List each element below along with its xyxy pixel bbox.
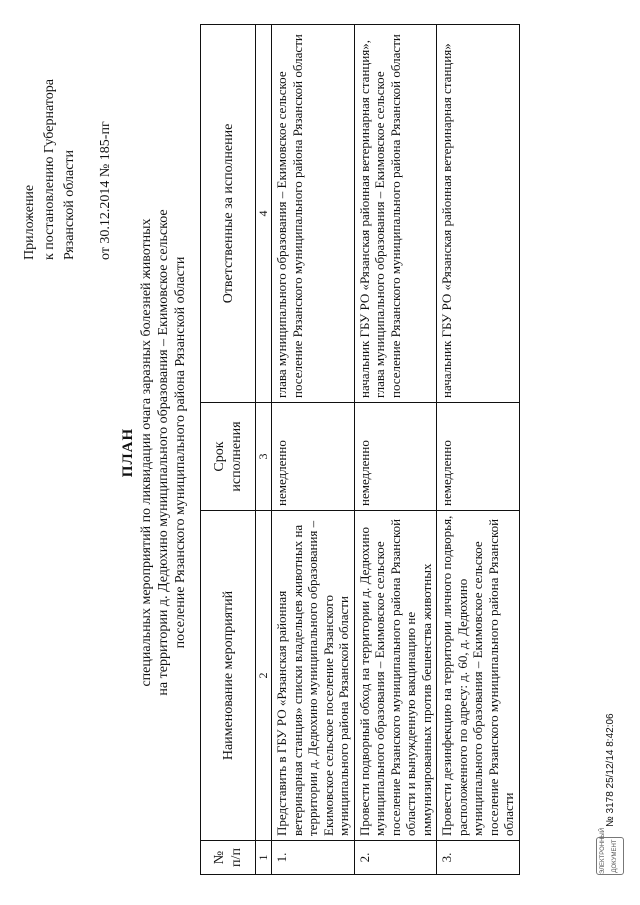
row-deadline: немедленно <box>272 403 355 511</box>
approval-line: Рязанской области <box>62 149 77 260</box>
column-number: 1 <box>256 841 272 875</box>
plan-subtitle-line: поселение Рязанского муниципального района Рязанской области <box>173 256 188 649</box>
table-row <box>354 25 437 875</box>
column-number: 3 <box>256 403 272 511</box>
table-header-row <box>201 25 256 875</box>
measures-table <box>200 24 520 875</box>
column-number: 2 <box>256 511 272 841</box>
title-block <box>118 120 189 785</box>
row-responsible: глава муниципального образования – Екимовское сельское поселение Рязанского муниципального района Рязанской области <box>272 25 355 403</box>
header-responsible: Ответственные за исполнение <box>201 25 256 403</box>
row-number: 3. <box>437 841 520 875</box>
header-action: Наименование мероприятий <box>201 511 256 841</box>
approval-line: к постановлению Губернатора <box>42 79 57 260</box>
registration-stamp <box>596 713 624 875</box>
row-action: Представить в ГБУ РО «Рязанская районная ветеринарная станция» списки владельцев животных на территории д. Дедюхино муниципального образования – Екимовское сельское поселение Рязанского муниципального района Рязанской области <box>272 511 355 841</box>
table-row <box>272 25 355 875</box>
registration-number: № 3178 25/12/14 8:42:06 <box>604 713 616 827</box>
electronic-document-stamp-icon: ЭЛЕКТРОННЫЙ ДОКУМЕНТ <box>596 837 624 875</box>
row-deadline: немедленно <box>437 403 520 511</box>
plan-title: ПЛАН <box>120 427 136 478</box>
row-action: Провести подворный обход на территории д. Дедюхино муниципального образования – Екимовское сельское поселение Рязанского муниципального района Рязанской области и вынужденную вакцинацию не иммунизированных против бешенства животных <box>354 511 437 841</box>
row-action: Провести дезинфекцию на территории личного подворья, расположенного по адресу: д. 60, д. Дедюхино муниципального образования – Екимовское сельское поселение Рязанского муниципального района Рязанской области <box>437 511 520 841</box>
approval-block <box>20 20 116 260</box>
header-number: № п/п <box>201 841 256 875</box>
row-deadline: немедленно <box>354 403 437 511</box>
column-number: 4 <box>256 25 272 403</box>
row-number: 1. <box>272 841 355 875</box>
column-number-row <box>256 25 272 875</box>
approval-date-number: от 30.12.2014 № 185-пг <box>98 121 113 260</box>
approval-line: Приложение <box>22 184 37 260</box>
plan-subtitle-line: специальных мероприятий по ликвидации очага заразных болезней животных <box>139 218 154 687</box>
row-responsible: начальник ГБУ РО «Рязанская районная ветеринарная станция», глава муниципального образования – Екимовское сельское поселение Рязанского муниципального района Рязанской области <box>354 25 437 403</box>
header-deadline: Срок исполнения <box>201 403 256 511</box>
row-responsible: начальник ГБУ РО «Рязанская районная ветеринарная станция» <box>437 25 520 403</box>
row-number: 2. <box>354 841 437 875</box>
table-row <box>437 25 520 875</box>
plan-subtitle-line: на территории д. Дедюхино муниципального образования – Екимовское сельское <box>156 209 171 696</box>
